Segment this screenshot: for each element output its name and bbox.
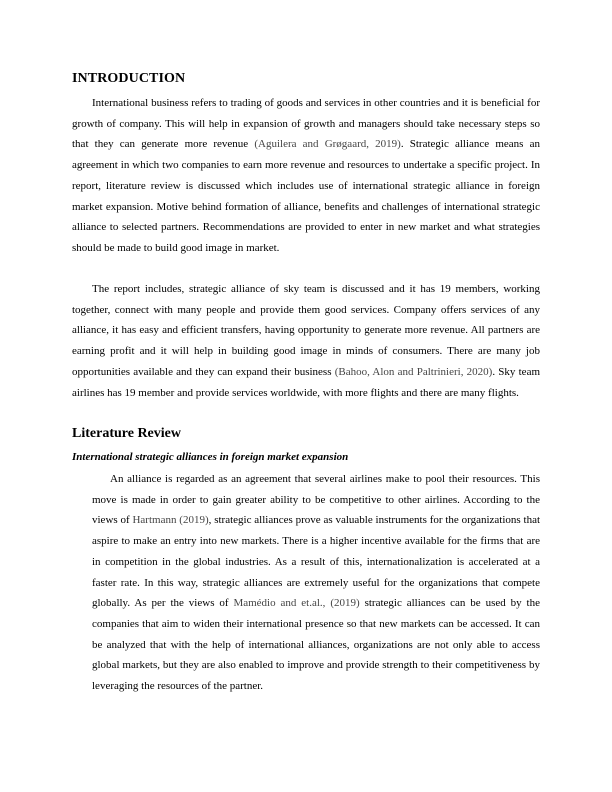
intro-paragraph-2 [72, 279, 540, 403]
citation: Hartmann (2019) [132, 514, 209, 527]
text-run: International business refers to trading of goods and services in other countries and it is beneficial for growth of company. This will help in expansion of growth and managers should take necessary steps so that they can generate more revenue [72, 97, 540, 151]
introduction-heading: INTRODUCTION [72, 71, 186, 86]
text-run: An alliance is regarded as an agreement that several airlines make to pool their resources. This move is made in order to gain greater ability to be competitive to other airlines. According to the views of [92, 473, 540, 527]
section-subheading: International strategic alliances in foreign market expansion [72, 451, 349, 463]
intro-paragraph-1 [72, 93, 540, 259]
citation: (Bahoo, Alon and Paltrinieri, 2020) [334, 365, 493, 378]
text-run: strategic alliances can be used by the companies that aim to widen their international presence so that new markets can be accessed. It can be analyzed that with the help of international alliances, organizations are not only able to access global markets, but they are also enabled to improve and provide strength to their competitiveness by leveraging the resources of the partner. [92, 597, 540, 693]
text-run: , strategic alliances prove as valuable instruments for the organizations that aspire to make an entry into new markets. There is a higher incentive available for the firms that are in competition in the global industries. As a result of this, internationalization is accelerated at a faster rate. In this way, strategic alliances are extremely useful for the organizations that compete globally. As per the views of [92, 514, 541, 610]
text-run: The report includes, strategic alliance of sky team is discussed and it has 19 members, working together, connect with many people and provide them good services. Company offers services of any alliance, it has easy and efficient transfers, having opportunity to generate more revenue. All partners are earning profit and it will help in building good image in minds of consumers. There are many job opportunities available and they can expand their business [72, 283, 540, 378]
literature-review-heading: Literature Review [72, 426, 181, 441]
citation: (Aguilera and Grøgaard, 2019) [254, 138, 401, 151]
text-run: . Sky team airlines has 19 member and provide services worldwide, with more flights and there are many flights. [72, 365, 541, 399]
literature-paragraph-1 [92, 469, 540, 697]
text-run: . Strategic alliance means an agreement in which two companies to earn more revenue and resources to undertake a specific project. In report, literature review is discussed which includes use of international strategic alliance in foreign market expansion. Motive behind formation of alliance, benefits and challenges of international strategic alliance to selected partners. Recommendations are provided to enter in new market and what strategies should be made to build good image in market. [72, 138, 540, 254]
citation: Mamédio and et.al., (2019) [233, 597, 360, 610]
